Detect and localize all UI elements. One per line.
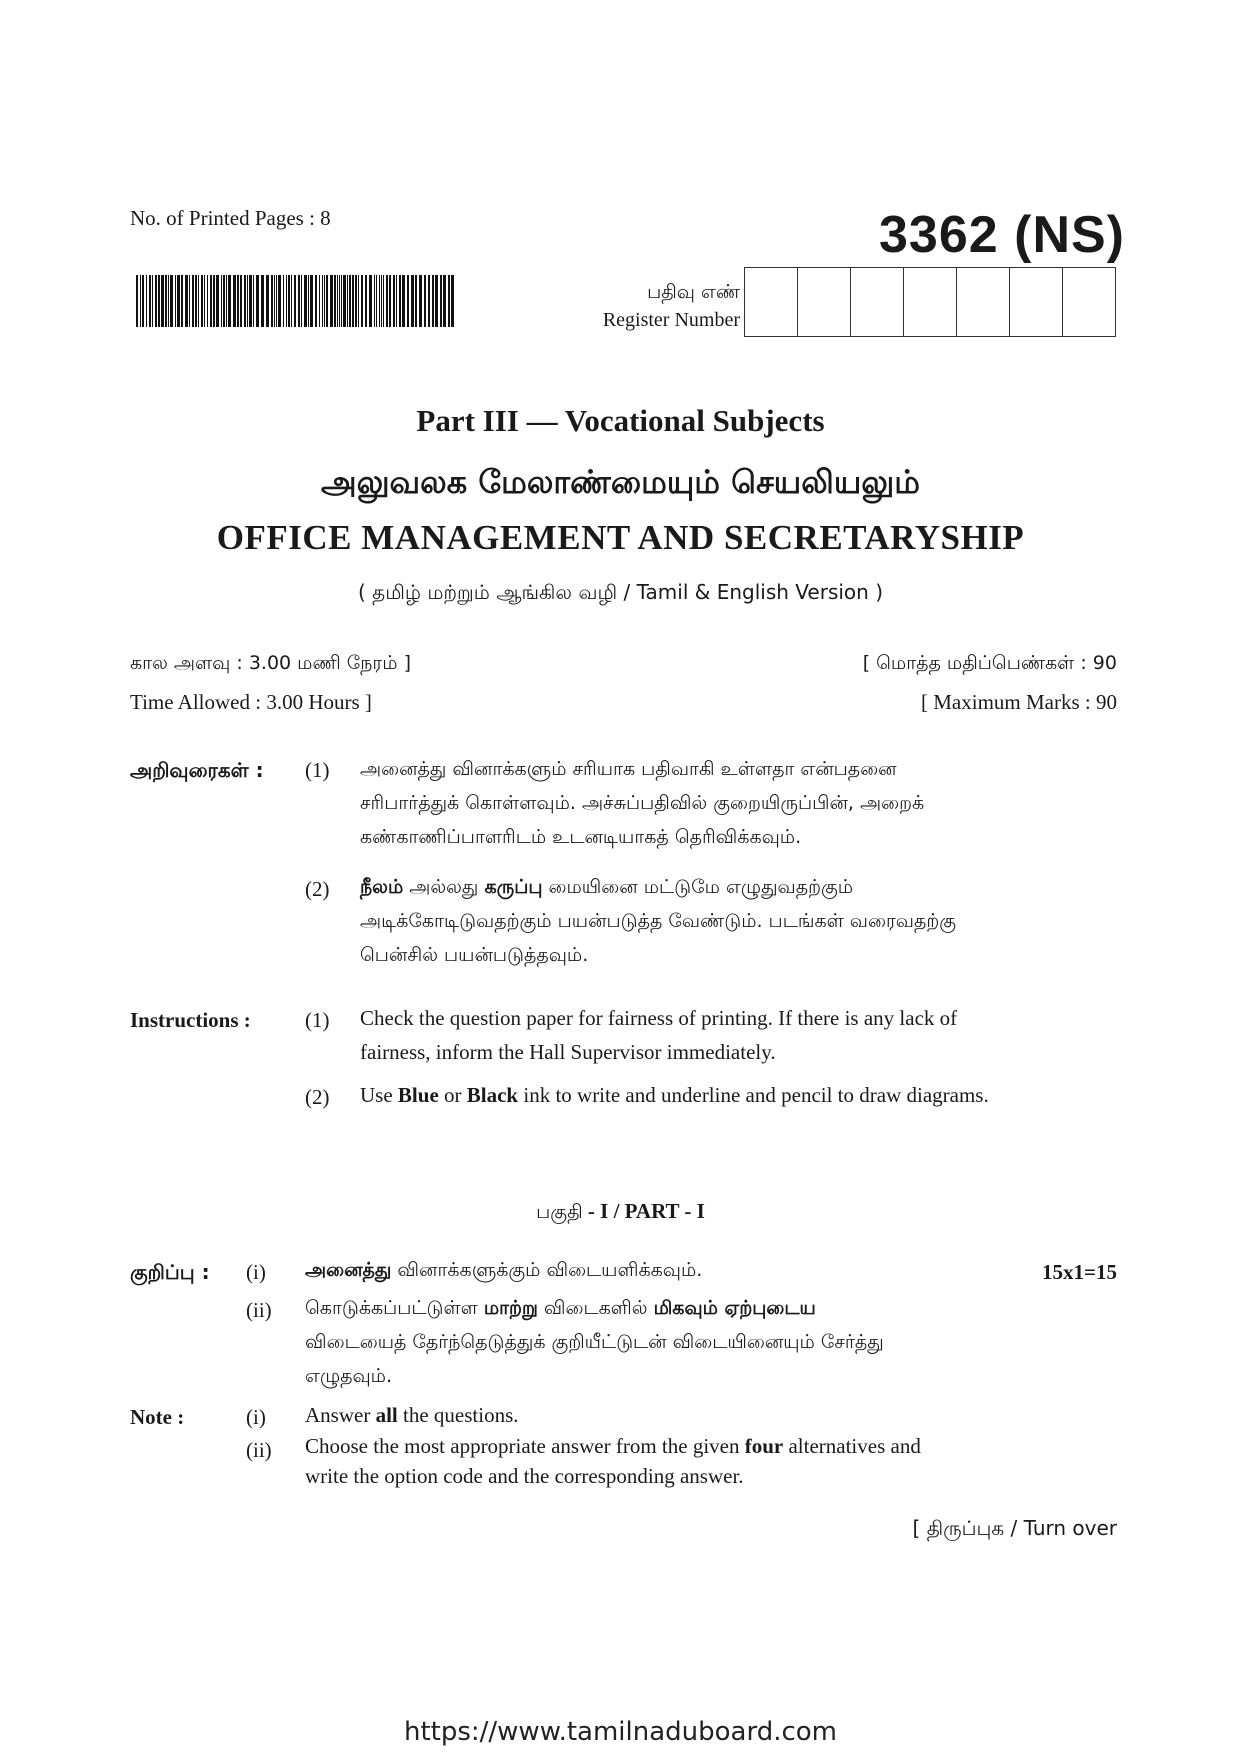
register-box[interactable] [745,268,798,336]
register-number-label [540,278,740,334]
instruction-english-1: Check the question paper for fairness of printing. If there is any lack of fairness, inform the Hall Supervisor immediately. [360,1006,958,1064]
time-allowed-tamil: கால அளவு : 3.00 மணி நேரம் ] [130,652,411,674]
note-number: (ii) [246,1438,272,1462]
instruction-number: (1) [305,1008,330,1032]
time-allowed-english: Time Allowed : 3.00 Hours ] [130,690,372,714]
footer-url[interactable]: https://www.tamilnaduboard.com [403,1717,838,1747]
section-marks: 15x1=15 [1042,1260,1117,1284]
register-box[interactable] [851,268,904,336]
note-label-tamil: குறிப்பு : [130,1260,210,1284]
part-one-heading: பகுதி - I / PART - I [536,1199,705,1223]
register-box[interactable] [957,268,1010,336]
register-label-tamil: பதிவு எண் [647,281,740,303]
printed-pages: No. of Printed Pages : 8 [130,206,331,230]
instruction-english-2: Use Blue or Black ink to write and underline and pencil to draw diagrams. [360,1083,989,1107]
max-marks-english: [ Maximum Marks : 90 [921,690,1117,714]
subject-title-english: OFFICE MANAGEMENT AND SECRETARYSHIP [216,518,1025,557]
instructions-label-english: Instructions : [130,1008,251,1032]
note-number: (i) [246,1405,266,1429]
register-number-boxes[interactable] [744,267,1116,337]
note-english-1: Answer all the questions. [305,1403,519,1427]
instruction-number: (1) [305,758,330,782]
register-label-english: Register Number [602,309,740,331]
note-number: (i) [246,1260,266,1284]
register-box[interactable] [1063,268,1116,336]
register-box[interactable] [798,268,851,336]
version-line: ( தமிழ் மற்றும் ஆங்கில வழி / Tamil & English Version ) [358,580,883,604]
paper-code: 3362 (NS) [879,206,1125,264]
part-title: Part III — Vocational Subjects [416,403,825,438]
note-label-english: Note : [130,1405,185,1429]
note-number: (ii) [246,1298,272,1322]
instructions-label-tamil: அறிவுரைகள் : [130,758,264,782]
register-box[interactable] [904,268,957,336]
register-box[interactable] [1010,268,1063,336]
instruction-number: (2) [305,877,330,901]
barcode-image [136,275,456,327]
turn-over: [ திருப்புக / Turn over [912,1516,1117,1540]
instruction-tamil-2: நீலம் அல்லது கருப்பு மையினை மட்டுமே எழுதுவதற்கும் அடிக்கோடிடுவதற்கும் பயன்படுத்த வேண்டும். படங்கள் வரைவதற்கு பென்சில் பயன்படுத்தவும். [360,876,957,966]
max-marks-tamil: [ மொத்த மதிப்பெண்கள் : 90 [862,652,1117,674]
instruction-tamil-1: அனைத்து வினாக்களும் சரியாக பதிவாகி உள்ளதா என்பதனை சரிபார்த்துக் கொள்ளவும். அச்சுப்பதிவில் குறையிருப்பின், அறைக் கண்காணிப்பாளரிடம் உடனடியாகத் தெரிவிக்கவும். [360,758,925,848]
note-tamil-1: அனைத்து வினாக்களுக்கும் விடையளிக்கவும். [305,1259,703,1281]
note-tamil-2: கொடுக்கப்பட்டுள்ள மாற்று விடைகளில் மிகவும் ஏற்புடைய விடையைத் தேர்ந்தெடுத்துக் குறியீட்டுடன் விடையினையும் சேர்த்து எழுதவும். [305,1297,884,1387]
note-english-2: Choose the most appropriate answer from the given four alternatives and write the option code and the corresponding answer. [305,1434,921,1488]
subject-title-tamil: அலுவலக மேலாண்மையும் செயலியலும் [321,463,920,501]
instruction-number: (2) [305,1085,330,1109]
